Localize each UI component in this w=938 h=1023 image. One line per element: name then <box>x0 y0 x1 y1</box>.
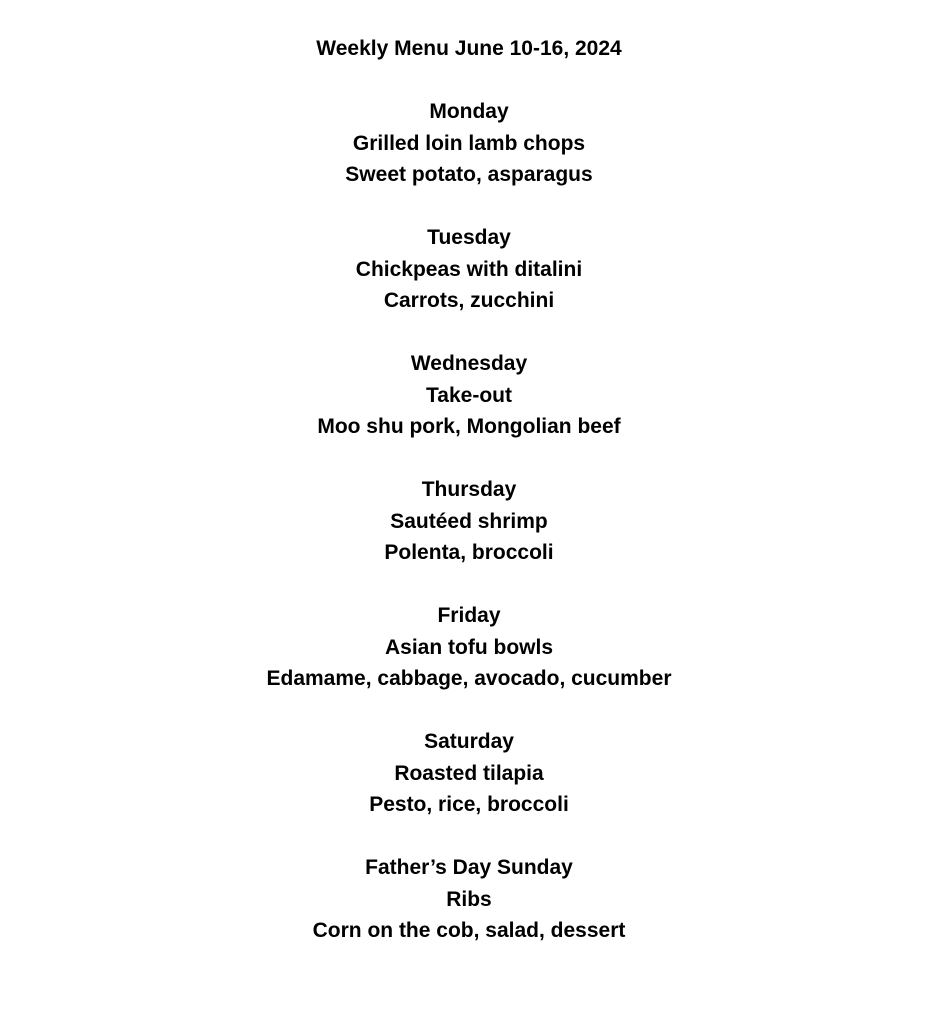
page-title: Weekly Menu June 10-16, 2024 <box>316 37 622 60</box>
side-dishes: Moo shu pork, Mongolian beef <box>317 415 621 438</box>
day-block-friday <box>0 600 938 695</box>
day-name: Father’s Day Sunday <box>365 856 573 879</box>
day-name: Saturday <box>424 730 514 753</box>
main-dish: Grilled loin lamb chops <box>352 131 586 155</box>
day-block-wednesday <box>0 348 938 443</box>
main-dish: Chickpeas with ditalini <box>355 257 583 281</box>
day-name: Tuesday <box>427 226 511 249</box>
side-dishes: Pesto, rice, broccoli <box>369 793 569 816</box>
main-dish: Roasted tilapia <box>394 761 544 785</box>
day-name: Wednesday <box>410 352 528 375</box>
main-dish: Asian tofu bowls <box>385 635 553 659</box>
side-dishes: Corn on the cob, salad, dessert <box>312 919 626 942</box>
side-dishes: Carrots, zucchini <box>383 289 555 312</box>
side-dishes: Sweet potato, asparagus <box>345 163 593 186</box>
day-name: Thursday <box>421 478 517 501</box>
day-block-saturday <box>0 726 938 821</box>
day-block-sunday <box>0 852 938 947</box>
day-name: Monday <box>429 100 509 123</box>
day-block-monday <box>0 96 938 191</box>
day-block-tuesday <box>0 222 938 317</box>
main-dish: Ribs <box>446 887 492 911</box>
day-name: Friday <box>437 604 501 627</box>
side-dishes: Edamame, cabbage, avocado, cucumber <box>266 667 672 690</box>
main-dish: Take-out <box>426 383 512 407</box>
side-dishes: Polenta, broccoli <box>384 541 554 564</box>
day-block-thursday <box>0 474 938 569</box>
main-dish: Sautéed shrimp <box>390 509 548 533</box>
